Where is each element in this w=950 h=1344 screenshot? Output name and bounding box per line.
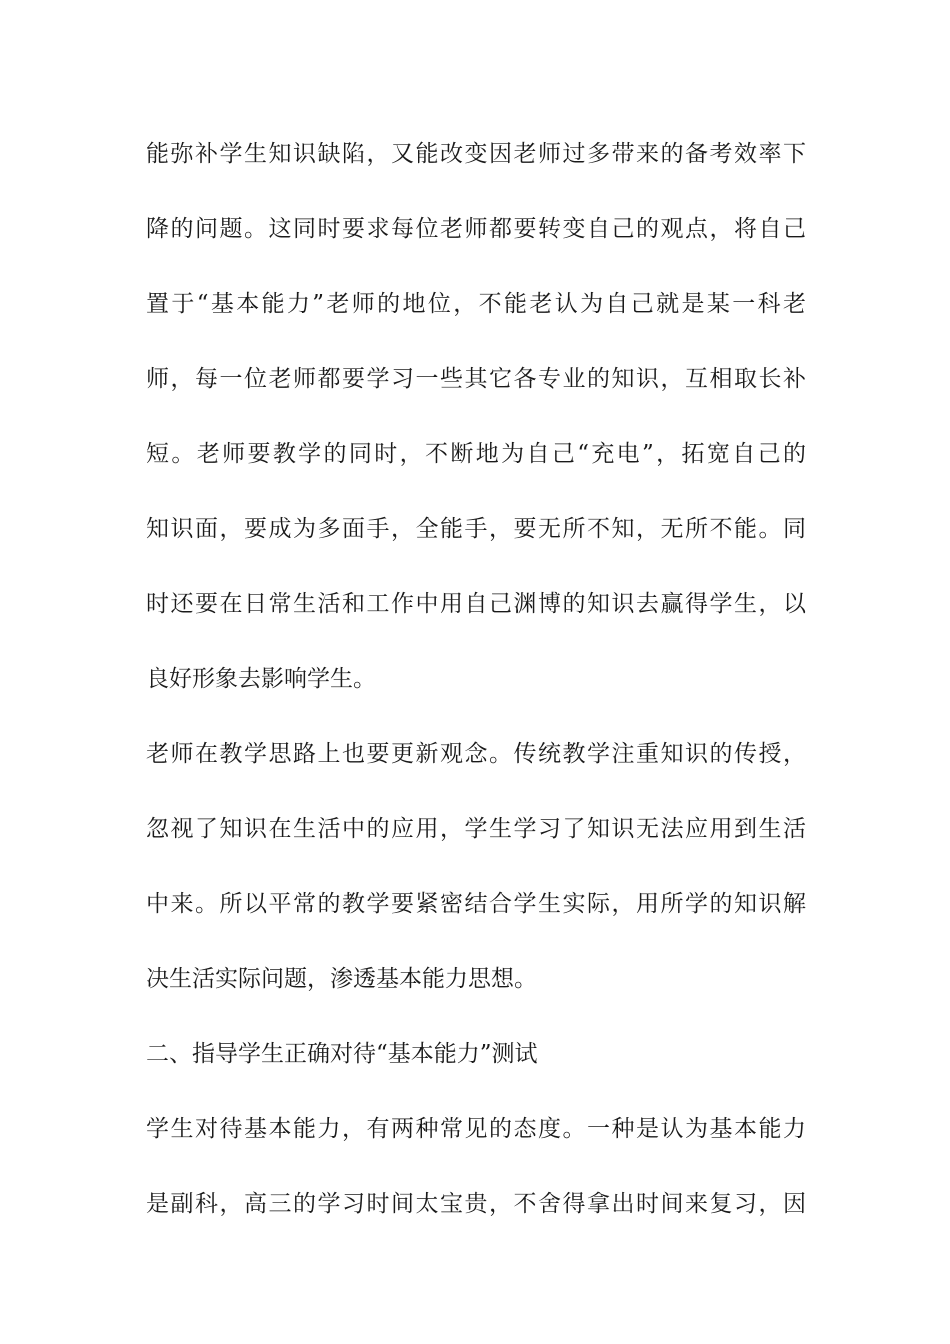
text-line-12: 决生活实际问题，渗透基本能力思想。 (146, 966, 537, 992)
text-line-3: 置于“基本能力”老师的地位，不能老认为自己就是某一科老 (146, 291, 806, 317)
text-line-14: 学生对待基本能力，有两种常见的态度。一种是认为基本能力 (146, 1116, 806, 1142)
text-line-11: 中来。所以平常的教学要紧密结合学生实际，用所学的知识解 (146, 891, 806, 917)
text-line-4: 师，每一位老师都要学习一些其它各专业的知识，互相取长补 (146, 366, 806, 392)
text-line-6: 知识面，要成为多面手，全能手，要无所不知，无所不能。同 (146, 516, 806, 542)
text-line-9: 老师在教学思路上也要更新观念。传统教学注重知识的传授， (146, 741, 806, 767)
text-line-8: 良好形象去影响学生。 (146, 666, 376, 692)
text-line-7: 时还要在日常生活和工作中用自己渊博的知识去赢得学生，以 (146, 591, 806, 617)
text-line-15: 是副科，高三的学习时间太宝贵，不舍得拿出时间来复习，因 (146, 1191, 806, 1217)
text-line-10: 忽视了知识在生活中的应用，学生学习了知识无法应用到生活 (146, 816, 806, 842)
section-heading: 二、指导学生正确对待“基本能力”测试 (146, 1041, 538, 1067)
text-line-2: 降的问题。这同时要求每位老师都要转变自己的观点，将自己 (146, 216, 806, 242)
text-line-1: 能弥补学生知识缺陷，又能改变因老师过多带来的备考效率下 (146, 141, 806, 167)
text-line-5: 短。老师要教学的同时，不断地为自己“充电”，拓宽自己的 (146, 441, 806, 467)
